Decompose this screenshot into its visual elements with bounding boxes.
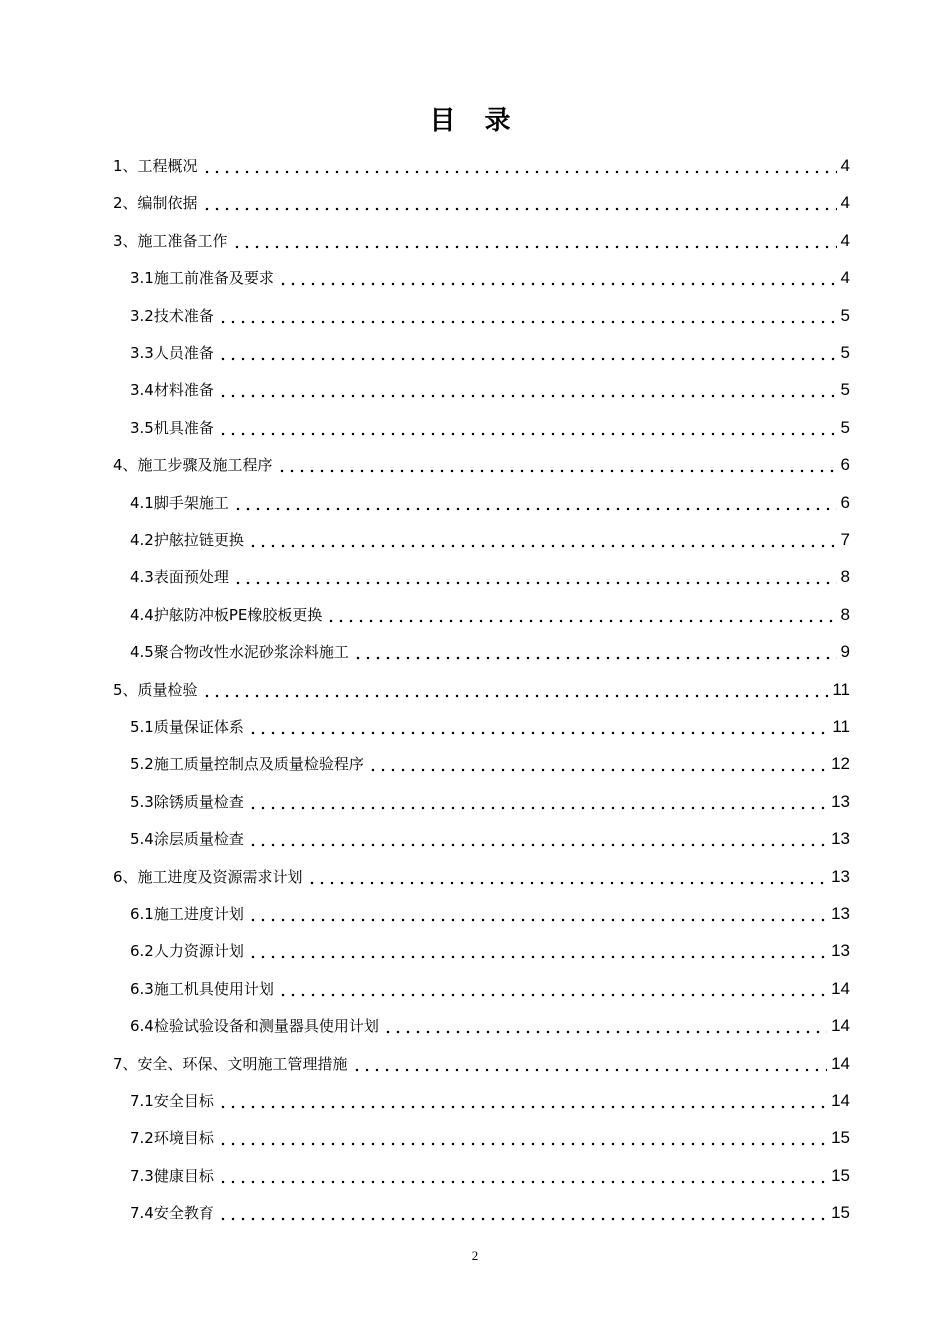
dot-leader	[218, 1203, 827, 1223]
toc-entry[interactable]	[113, 193, 850, 213]
toc-entry-page: 5	[840, 417, 850, 437]
dot-leader	[248, 829, 827, 849]
toc-subentry[interactable]	[130, 1166, 850, 1186]
toc-subentry[interactable]	[130, 754, 850, 774]
toc-entry-page: 9	[840, 642, 850, 662]
toc-entry-label: 5.3除锈质量检查	[130, 792, 244, 811]
dot-leader	[218, 380, 837, 400]
toc-entry-page: 6	[840, 455, 850, 475]
toc-entry-page: 15	[831, 1203, 850, 1223]
toc-entry-page: 8	[840, 567, 850, 587]
toc-entry-page: 11	[832, 717, 850, 736]
toc-subentry[interactable]	[130, 530, 850, 550]
dot-leader	[232, 231, 837, 251]
toc-subentry[interactable]	[130, 979, 850, 999]
toc-entry-page: 5	[840, 380, 850, 400]
toc-entry-page: 15	[831, 1128, 850, 1148]
toc-entry-label: 6.1施工进度计划	[130, 905, 244, 923]
toc-entry-label: 7.2环境目标	[130, 1129, 214, 1148]
toc-subentry[interactable]	[130, 941, 850, 961]
dot-leader	[353, 642, 837, 662]
dot-leader	[278, 979, 827, 999]
dot-leader	[352, 1054, 828, 1074]
toc-entry-page: 4	[840, 193, 850, 213]
toc-entry-label: 6.4检验试验设备和测量器具使用计划	[130, 1017, 379, 1036]
toc-entry-label: 1、工程概况	[113, 157, 198, 175]
dot-leader	[233, 493, 837, 513]
toc-entry-page: 4	[840, 268, 850, 288]
dot-leader	[218, 1091, 827, 1111]
toc-entry-label: 5.1质量保证体系	[130, 718, 244, 736]
toc-entry-page: 8	[840, 604, 850, 624]
dot-leader	[307, 867, 828, 887]
toc-subentry[interactable]	[130, 1203, 850, 1223]
dot-leader	[202, 156, 837, 176]
toc-entry-label: 4.5聚合物改性水泥砂浆涂料施工	[130, 643, 349, 662]
dot-leader	[218, 306, 837, 326]
toc-entry-page: 14	[831, 978, 850, 998]
toc-subentry[interactable]	[130, 567, 850, 587]
dot-leader	[277, 455, 837, 475]
toc-entry-page: 13	[831, 866, 850, 886]
toc-entry-label: 5.2施工质量控制点及质量检验程序	[130, 755, 364, 774]
toc-subentry[interactable]	[130, 306, 850, 326]
dot-leader	[218, 1166, 827, 1186]
toc-entry-label: 3.3人员准备	[130, 344, 214, 362]
page-title: 目 录	[429, 106, 521, 136]
dot-leader	[218, 343, 837, 363]
dot-leader	[248, 792, 827, 812]
toc-subentry[interactable]	[130, 493, 850, 513]
toc-entry-page: 14	[831, 1016, 850, 1036]
dot-leader	[383, 1016, 827, 1036]
toc-entry-label: 7.4安全教育	[130, 1204, 214, 1223]
toc-entry[interactable]	[113, 680, 850, 700]
toc-entry-page: 5	[840, 305, 850, 325]
toc-subentry[interactable]	[130, 717, 850, 737]
page-number: 2	[471, 1248, 479, 1263]
toc-entry-page: 13	[831, 829, 850, 849]
dot-leader	[218, 418, 837, 438]
toc-entry-label: 7、安全、环保、文明施工管理措施	[113, 1054, 348, 1073]
toc-entry-page: 14	[831, 1091, 850, 1110]
toc-subentry[interactable]	[130, 380, 850, 400]
toc-subentry[interactable]	[130, 268, 850, 288]
dot-leader	[248, 717, 828, 737]
toc-subentry[interactable]	[130, 904, 850, 924]
toc-entry[interactable]	[113, 231, 850, 251]
dot-leader	[202, 193, 837, 213]
dot-leader	[233, 567, 837, 587]
toc-entry-label: 7.3健康目标	[130, 1166, 214, 1185]
dot-leader	[218, 1128, 827, 1148]
toc-entry-label: 7.1安全目标	[130, 1092, 214, 1110]
toc-subentry[interactable]	[130, 829, 850, 849]
toc-entry-label: 5.4涂层质量检查	[130, 830, 244, 849]
toc-subentry[interactable]	[130, 642, 850, 662]
toc-entry-label: 6.2人力资源计划	[130, 942, 244, 961]
toc-entry-page: 6	[840, 492, 850, 512]
toc-subentry[interactable]	[130, 343, 850, 363]
toc-entry-label: 4.2护舷拉链更换	[130, 531, 244, 549]
toc-entry-page: 12	[831, 754, 850, 774]
toc-subentry[interactable]	[130, 418, 850, 438]
dot-leader	[248, 904, 827, 924]
toc-entry-label: 6、施工进度及资源需求计划	[113, 867, 303, 886]
toc-entry-page: 13	[831, 904, 850, 923]
toc-entry-label: 5、质量检验	[113, 680, 198, 699]
toc-entry-page: 13	[831, 791, 850, 811]
toc-entry-page: 4	[840, 156, 850, 175]
toc-entry-label: 3.1施工前准备及要求	[130, 269, 274, 288]
dot-leader	[248, 530, 837, 550]
toc-entry-page: 15	[831, 1165, 850, 1185]
dot-leader	[326, 605, 836, 625]
dot-leader	[248, 941, 827, 961]
toc-entry-label: 2、编制依据	[113, 194, 198, 213]
dot-leader	[278, 268, 837, 288]
toc-subentry[interactable]	[130, 1128, 850, 1148]
toc-entry-label: 3.5机具准备	[130, 418, 214, 437]
toc-entry-label: 3.4材料准备	[130, 381, 214, 400]
toc-entry-label: 3.2技术准备	[130, 306, 214, 325]
toc-entry-page: 13	[831, 941, 850, 961]
toc-entry[interactable]	[113, 455, 850, 475]
toc-entry[interactable]	[113, 156, 850, 176]
toc-entry[interactable]	[113, 867, 850, 887]
toc-entry-label: 4.3表面预处理	[130, 568, 229, 587]
toc-entry-page: 14	[831, 1053, 850, 1073]
toc-entry-label: 3、施工准备工作	[113, 231, 228, 250]
dot-leader	[368, 754, 827, 774]
toc-entry-label: 6.3施工机具使用计划	[130, 979, 274, 998]
toc-entry[interactable]	[113, 1054, 850, 1074]
toc-subentry[interactable]	[130, 1091, 850, 1111]
toc-entry-page: 5	[840, 343, 850, 362]
toc-subentry[interactable]	[130, 1016, 850, 1036]
toc-subentry[interactable]	[130, 605, 850, 625]
toc-entry-page: 11	[832, 679, 850, 699]
toc-entry-label: 4.4护舷防冲板PE橡胶板更换	[130, 605, 323, 624]
toc-entry-page: 4	[840, 230, 850, 250]
toc-subentry[interactable]	[130, 792, 850, 812]
dot-leader	[202, 680, 829, 700]
toc-entry-page: 7	[840, 530, 850, 549]
toc-entry-label: 4、施工步骤及施工程序	[113, 456, 273, 475]
toc-entry-label: 4.1脚手架施工	[130, 493, 229, 512]
